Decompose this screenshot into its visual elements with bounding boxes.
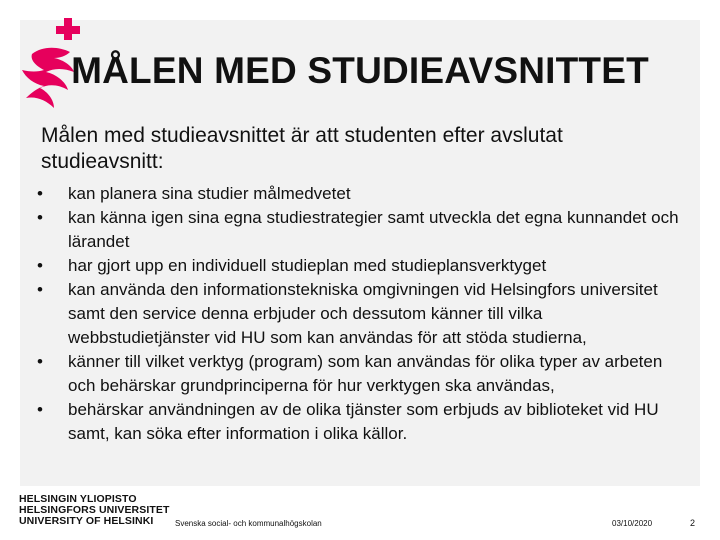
page-number: 2	[690, 518, 696, 528]
list-item: • känner till vilket verktyg (program) som kan användas för olika typer av arbeten och behärskar grundprinciperna för hur verktygen ska användas,	[30, 350, 680, 398]
footer-department: Svenska social- och kommunalhögskolan	[175, 519, 322, 528]
list-item: • kan använda den informationstekniska omgivningen vid Helsingfors universitet samt den service denna erbjuder och dessutom känner till vilka webbstudietjänster vid HU som kan användas för att stöda studierna,	[30, 278, 680, 350]
university-name-fi: HELSINGIN YLIOPISTO	[19, 493, 137, 505]
goals-list	[30, 182, 680, 446]
university-logo-text	[19, 494, 169, 527]
list-item: • kan känna igen sina egna studiestrategier samt utveckla det egna kunnandet och lärandet	[30, 206, 680, 254]
university-name-sv: HELSINGFORS UNIVERSITET	[19, 504, 170, 516]
list-item: • har gjort upp en individuell studieplan med studieplansverktyget	[30, 254, 680, 278]
university-name-en: UNIVERSITY OF HELSINKI	[19, 515, 154, 527]
intro-text: Målen med studieavsnittet är att studenten efter avslutat studieavsnitt:	[41, 124, 563, 173]
list-item: • behärskar användningen av de olika tjänster som erbjuds av biblioteket vid HU samt, kan söka efter information i olika källor.	[30, 398, 680, 446]
footer-date: 03/10/2020	[612, 519, 653, 528]
list-item: • kan planera sina studier målmedvetet	[30, 182, 680, 206]
slide-title: MÅLEN MED STUDIEAVSNITTET	[71, 50, 649, 91]
